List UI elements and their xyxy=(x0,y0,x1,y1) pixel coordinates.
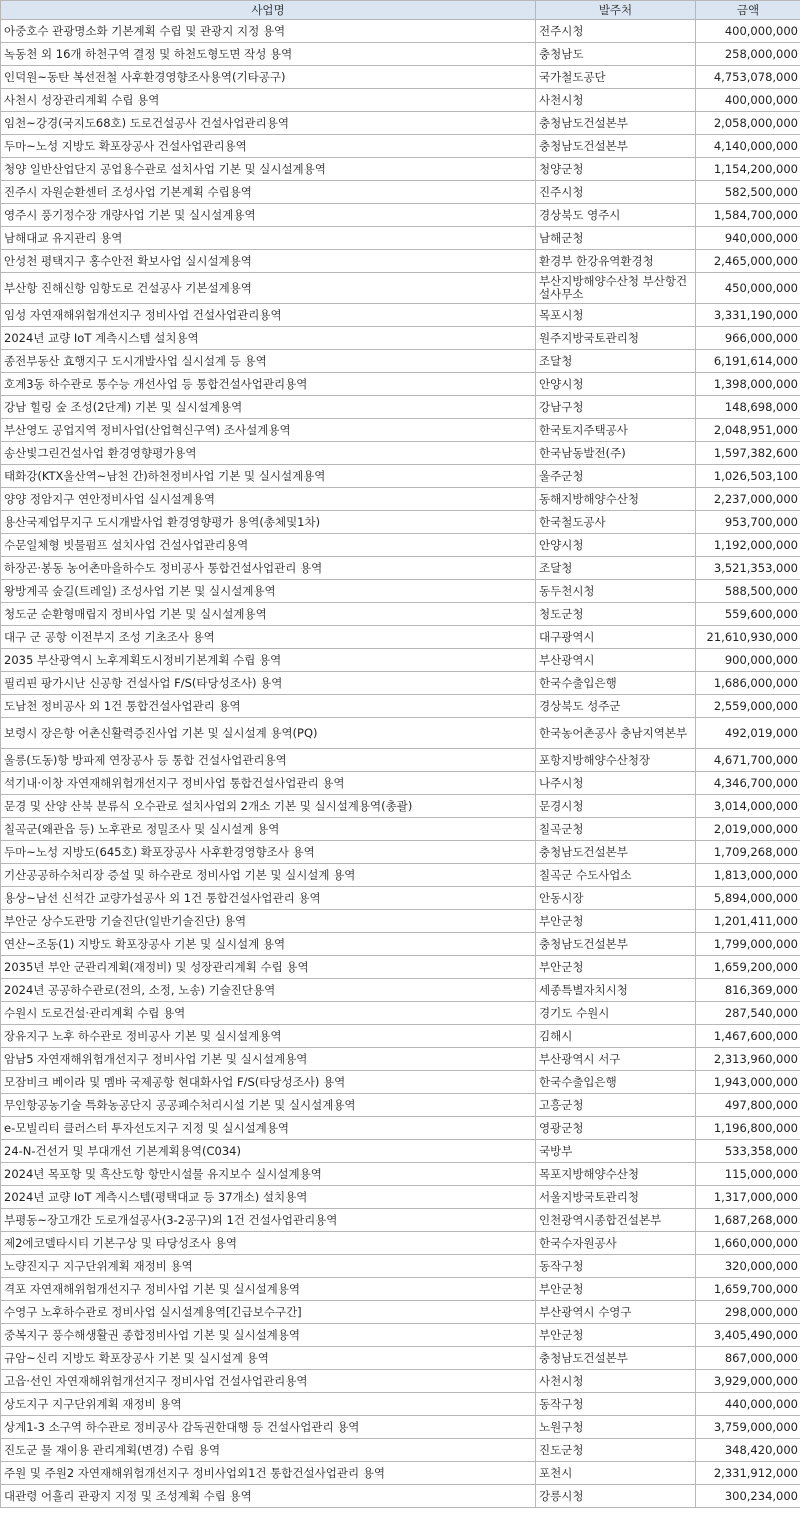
client-cell: 부안군청 xyxy=(536,910,696,933)
table-row xyxy=(1,1186,800,1209)
client-cell: 강남구청 xyxy=(536,396,696,419)
project-name-cell: 임천~강경(국지도68호) 도로건설공사 건설사업관리용역 xyxy=(1,112,536,135)
table-row xyxy=(1,135,800,158)
amount-cell: 1,813,000,000 xyxy=(696,864,800,887)
amount-cell: 1,943,000,000 xyxy=(696,1071,800,1094)
table-row xyxy=(1,442,800,465)
client-cell: 경상북도 영주시 xyxy=(536,204,696,227)
project-name-cell: 모잠비크 베이라 및 멤바 국제공항 현대화사업 F/S(타당성조사) 용역 xyxy=(1,1071,536,1094)
table-row xyxy=(1,1163,800,1186)
project-name-cell: 양양 정암지구 연안정비사업 실시설계용역 xyxy=(1,488,536,511)
table-row xyxy=(1,772,800,795)
column-header-client: 발주처 xyxy=(536,1,696,20)
client-cell: 부산광역시 수영구 xyxy=(536,1301,696,1324)
table-row xyxy=(1,1324,800,1347)
table-row xyxy=(1,1140,800,1163)
client-cell: 한국토지주택공사 xyxy=(536,419,696,442)
table-row xyxy=(1,1209,800,1232)
client-cell: 진도군청 xyxy=(536,1439,696,1462)
table-row xyxy=(1,864,800,887)
client-cell: 안양시청 xyxy=(536,373,696,396)
amount-cell: 5,894,000,000 xyxy=(696,887,800,910)
table-row xyxy=(1,718,800,749)
client-cell: 남해군청 xyxy=(536,227,696,250)
project-name-cell: 호계3동 하수관로 통수능 개선사업 등 통합건설사업관리용역 xyxy=(1,373,536,396)
client-cell: 나주시청 xyxy=(536,772,696,795)
table-row xyxy=(1,112,800,135)
project-name-cell: 석기내·이창 자연재해위험개선지구 정비사업 통합건설사업관리 용역 xyxy=(1,772,536,795)
client-cell: 충청남도건설본부 xyxy=(536,841,696,864)
project-name-cell: 24-N-건선거 및 부대개선 기본계획용역(C034) xyxy=(1,1140,536,1163)
amount-cell: 4,346,700,000 xyxy=(696,772,800,795)
project-name-cell: 2035년 부안 군관리계획(재정비) 및 성장관리계획 수립 용역 xyxy=(1,956,536,979)
table-row xyxy=(1,227,800,250)
amount-cell: 588,500,000 xyxy=(696,580,800,603)
table-row xyxy=(1,43,800,66)
project-name-cell: 2035 부산광역시 노후계획도시정비기본계획 수립 용역 xyxy=(1,649,536,672)
table-row xyxy=(1,534,800,557)
amount-cell: 298,000,000 xyxy=(696,1301,800,1324)
table-row xyxy=(1,1094,800,1117)
project-name-cell: 아중호수 관광명소화 기본계획 수립 및 관광지 지정 용역 xyxy=(1,20,536,43)
project-name-cell: 종전부동산 효행지구 도시개발사업 실시설계 등 용역 xyxy=(1,350,536,373)
table-row xyxy=(1,66,800,89)
table-row xyxy=(1,672,800,695)
amount-cell: 348,420,000 xyxy=(696,1439,800,1462)
table-row xyxy=(1,181,800,204)
project-name-cell: e-모빌리티 클러스터 투자선도지구 지정 및 실시설계용역 xyxy=(1,1117,536,1140)
client-cell: 국방부 xyxy=(536,1140,696,1163)
project-name-cell: 녹동천 외 16개 하천구역 결정 및 하천도형도면 작성 용역 xyxy=(1,43,536,66)
client-cell: 동작구청 xyxy=(536,1255,696,1278)
amount-cell: 1,026,503,100 xyxy=(696,465,800,488)
project-name-cell: 2024년 목포항 및 흑산도항 항만시설물 유지보수 실시설계용역 xyxy=(1,1163,536,1186)
table-row xyxy=(1,1416,800,1439)
table-row xyxy=(1,1232,800,1255)
project-name-cell: 하장곤·봉동 농어촌마을하수도 정비공사 통합건설사업관리 용역 xyxy=(1,557,536,580)
client-cell: 부안군청 xyxy=(536,1278,696,1301)
table-row xyxy=(1,1278,800,1301)
client-cell: 충청남도건설본부 xyxy=(536,1347,696,1370)
table-row xyxy=(1,1485,800,1508)
amount-cell: 582,500,000 xyxy=(696,181,800,204)
client-cell: 조달청 xyxy=(536,557,696,580)
client-cell: 환경부 한강유역환경청 xyxy=(536,250,696,273)
amount-cell: 2,058,000,000 xyxy=(696,112,800,135)
project-name-cell: 진도군 물 재이용 관리계획(변경) 수립 용역 xyxy=(1,1439,536,1462)
client-cell: 충청남도건설본부 xyxy=(536,112,696,135)
amount-cell: 1,467,600,000 xyxy=(696,1025,800,1048)
project-name-cell: 칠곡군(왜관읍 등) 노후관로 정밀조사 및 실시설계 용역 xyxy=(1,818,536,841)
project-name-cell: 부산항 진해신항 임항도로 건설공사 기본설계용역 xyxy=(1,273,536,304)
project-name-cell: 2024년 공공하수관로(전의, 소정, 노송) 기술진단용역 xyxy=(1,979,536,1002)
project-name-cell: 송산빛그린건설사업 환경영향평가용역 xyxy=(1,442,536,465)
amount-cell: 497,800,000 xyxy=(696,1094,800,1117)
project-name-cell: 용산국제업무지구 도시개발사업 환경영향평가 용역(총체및1차) xyxy=(1,511,536,534)
project-name-cell: 기산공공하수처리장 증설 및 하수관로 정비사업 기본 및 실시설계 용역 xyxy=(1,864,536,887)
amount-cell: 4,140,000,000 xyxy=(696,135,800,158)
amount-cell: 867,000,000 xyxy=(696,1347,800,1370)
table-row xyxy=(1,695,800,718)
client-cell: 진주시청 xyxy=(536,181,696,204)
project-name-cell: 왕방계곡 숲길(트레일) 조성사업 기본 및 실시설계용역 xyxy=(1,580,536,603)
amount-cell: 2,019,000,000 xyxy=(696,818,800,841)
project-name-cell: 수원시 도로건설·관리계획 수립 용역 xyxy=(1,1002,536,1025)
amount-cell: 1,317,000,000 xyxy=(696,1186,800,1209)
table-row xyxy=(1,419,800,442)
amount-cell: 400,000,000 xyxy=(696,20,800,43)
project-name-cell: 필리핀 팡가시난 신공항 건설사업 F/S(타당성조사) 용역 xyxy=(1,672,536,695)
table-row xyxy=(1,204,800,227)
amount-cell: 940,000,000 xyxy=(696,227,800,250)
project-name-cell: 대관령 어흘리 관광지 지정 및 조성계획 수립 용역 xyxy=(1,1485,536,1508)
amount-cell: 148,698,000 xyxy=(696,396,800,419)
project-name-cell: 암남5 자연재해위험개선지구 정비사업 기본 및 실시설계용역 xyxy=(1,1048,536,1071)
table-row xyxy=(1,304,800,327)
client-cell: 한국남동발전(주) xyxy=(536,442,696,465)
table-row xyxy=(1,603,800,626)
table-row xyxy=(1,20,800,43)
amount-cell: 1,659,200,000 xyxy=(696,956,800,979)
client-cell: 칠곡군청 xyxy=(536,818,696,841)
client-cell: 경상북도 성주군 xyxy=(536,695,696,718)
project-name-cell: 울릉(도동)항 방파제 연장공사 등 통합 건설사업관리용역 xyxy=(1,749,536,772)
amount-cell: 3,014,000,000 xyxy=(696,795,800,818)
amount-cell: 2,559,000,000 xyxy=(696,695,800,718)
amount-cell: 559,600,000 xyxy=(696,603,800,626)
table-row xyxy=(1,1071,800,1094)
table-row xyxy=(1,1393,800,1416)
client-cell: 사천시청 xyxy=(536,1370,696,1393)
amount-cell: 6,191,614,000 xyxy=(696,350,800,373)
table-row xyxy=(1,557,800,580)
amount-cell: 300,234,000 xyxy=(696,1485,800,1508)
table-row xyxy=(1,273,800,304)
amount-cell: 953,700,000 xyxy=(696,511,800,534)
client-cell: 원주지방국토관리청 xyxy=(536,327,696,350)
project-name-cell: 도남천 정비공사 외 1건 통합건설사업관리 용역 xyxy=(1,695,536,718)
client-cell: 한국수자원공사 xyxy=(536,1232,696,1255)
client-cell: 영광군청 xyxy=(536,1117,696,1140)
project-name-cell: 태화강(KTX울산역~남천 간)하천정비사업 기본 및 실시설계용역 xyxy=(1,465,536,488)
table-row xyxy=(1,626,800,649)
client-cell: 국가철도공단 xyxy=(536,66,696,89)
client-cell: 노원구청 xyxy=(536,1416,696,1439)
table-row xyxy=(1,89,800,112)
table-row xyxy=(1,1048,800,1071)
table-row xyxy=(1,396,800,419)
client-cell: 충청남도건설본부 xyxy=(536,933,696,956)
column-header-amount: 금액 xyxy=(696,1,800,20)
amount-cell: 440,000,000 xyxy=(696,1393,800,1416)
client-cell: 한국농어촌공사 충남지역본부 xyxy=(536,718,696,749)
amount-cell: 3,405,490,000 xyxy=(696,1324,800,1347)
table-row xyxy=(1,1117,800,1140)
amount-cell: 3,759,000,000 xyxy=(696,1416,800,1439)
project-name-cell: 남해대교 유지관리 용역 xyxy=(1,227,536,250)
project-name-cell: 노량진지구 지구단위계획 재정비 용역 xyxy=(1,1255,536,1278)
table-row xyxy=(1,373,800,396)
table-row xyxy=(1,250,800,273)
amount-cell: 1,196,800,000 xyxy=(696,1117,800,1140)
table-row xyxy=(1,158,800,181)
client-cell: 안동시장 xyxy=(536,887,696,910)
client-cell: 부안군청 xyxy=(536,1324,696,1347)
client-cell: 서울지방국토관리청 xyxy=(536,1186,696,1209)
project-name-cell: 연산~조동(1) 지방도 확포장공사 기본 및 실시설계 용역 xyxy=(1,933,536,956)
amount-cell: 1,597,382,600 xyxy=(696,442,800,465)
client-cell: 동해지방해양수산청 xyxy=(536,488,696,511)
table-row xyxy=(1,511,800,534)
client-cell: 문경시청 xyxy=(536,795,696,818)
client-cell: 고흥군청 xyxy=(536,1094,696,1117)
amount-cell: 115,000,000 xyxy=(696,1163,800,1186)
project-name-cell: 2024년 교량 IoT 계측시스템 설치용역 xyxy=(1,327,536,350)
project-name-cell: 보령시 장은항 어촌신활력증진사업 기본 및 실시설계 용역(PQ) xyxy=(1,718,536,749)
client-cell: 조달청 xyxy=(536,350,696,373)
amount-cell: 533,358,000 xyxy=(696,1140,800,1163)
client-cell: 포항지방해양수산청장 xyxy=(536,749,696,772)
amount-cell: 4,753,078,000 xyxy=(696,66,800,89)
project-name-cell: 두마~노성 지방도(645호) 확포장공사 사후환경영향조사 용역 xyxy=(1,841,536,864)
amount-cell: 3,331,190,000 xyxy=(696,304,800,327)
amount-cell: 3,521,353,000 xyxy=(696,557,800,580)
project-name-cell: 수영구 노후하수관로 정비사업 실시설계용역[긴급보수구간] xyxy=(1,1301,536,1324)
client-cell: 충청남도 xyxy=(536,43,696,66)
project-name-cell: 규암~신리 지방도 확포장공사 기본 및 실시설계 용역 xyxy=(1,1347,536,1370)
table-row xyxy=(1,887,800,910)
project-name-cell: 용상~남선 신석간 교량가설공사 외 1건 통합건설사업관리 용역 xyxy=(1,887,536,910)
client-cell: 사천시청 xyxy=(536,89,696,112)
client-cell: 대구광역시 xyxy=(536,626,696,649)
client-cell: 인천광역시종합건설본부 xyxy=(536,1209,696,1232)
amount-cell: 2,465,000,000 xyxy=(696,250,800,273)
client-cell: 포천시 xyxy=(536,1462,696,1485)
project-name-cell: 장유지구 노후 하수관로 정비공사 기본 및 실시설계용역 xyxy=(1,1025,536,1048)
project-name-cell: 주원 및 주원2 자연재해위험개선지구 정비사업외1건 통합건설사업관리 용역 xyxy=(1,1462,536,1485)
client-cell: 한국수출입은행 xyxy=(536,672,696,695)
client-cell: 경기도 수원시 xyxy=(536,1002,696,1025)
client-cell: 부산광역시 xyxy=(536,649,696,672)
amount-cell: 2,331,912,000 xyxy=(696,1462,800,1485)
client-cell: 부안군청 xyxy=(536,956,696,979)
client-cell: 충청남도건설본부 xyxy=(536,135,696,158)
project-name-cell: 대구 군 공항 이전부지 조성 기초조사 용역 xyxy=(1,626,536,649)
project-name-cell: 인덕원~동탄 복선전철 사후환경영향조사용역(기타공구) xyxy=(1,66,536,89)
client-cell: 김해시 xyxy=(536,1025,696,1048)
amount-cell: 450,000,000 xyxy=(696,273,800,304)
amount-cell: 1,659,700,000 xyxy=(696,1278,800,1301)
project-name-cell: 청양 일반산업단지 공업용수관로 설치사업 기본 및 실시설계용역 xyxy=(1,158,536,181)
client-cell: 동두천시청 xyxy=(536,580,696,603)
table-row xyxy=(1,1301,800,1324)
table-body xyxy=(1,20,800,1508)
client-cell: 목포시청 xyxy=(536,304,696,327)
project-name-cell: 임성 자연재해위험개선지구 정비사업 건설사업관리용역 xyxy=(1,304,536,327)
table-row xyxy=(1,488,800,511)
client-cell: 강릉시청 xyxy=(536,1485,696,1508)
amount-cell: 1,584,700,000 xyxy=(696,204,800,227)
table-row xyxy=(1,933,800,956)
amount-cell: 1,192,000,000 xyxy=(696,534,800,557)
table-row xyxy=(1,1439,800,1462)
header-row xyxy=(1,1,800,20)
table-row xyxy=(1,649,800,672)
table-row xyxy=(1,465,800,488)
amount-cell: 287,540,000 xyxy=(696,1002,800,1025)
client-cell: 한국철도공사 xyxy=(536,511,696,534)
project-name-cell: 진주시 자원순환센터 조성사업 기본계획 수립용역 xyxy=(1,181,536,204)
client-cell: 울주군청 xyxy=(536,465,696,488)
amount-cell: 2,313,960,000 xyxy=(696,1048,800,1071)
table-row xyxy=(1,1347,800,1370)
amount-cell: 3,929,000,000 xyxy=(696,1370,800,1393)
table-row xyxy=(1,841,800,864)
amount-cell: 4,671,700,000 xyxy=(696,749,800,772)
table-row xyxy=(1,910,800,933)
client-cell: 부산지방해양수산청 부산항건설사무소 xyxy=(536,273,696,304)
project-name-cell: 안성천 평택지구 홍수안전 확보사업 실시설계용역 xyxy=(1,250,536,273)
client-cell: 전주시청 xyxy=(536,20,696,43)
project-name-cell: 사천시 성장관리계획 수립 용역 xyxy=(1,89,536,112)
project-name-cell: 격포 자연재해위험개선지구 정비사업 기본 및 실시설계용역 xyxy=(1,1278,536,1301)
table-row xyxy=(1,1255,800,1278)
client-cell: 세종특별자치시청 xyxy=(536,979,696,1002)
project-name-cell: 부산영도 공업지역 정비사업(산업혁신구역) 조사설계용역 xyxy=(1,419,536,442)
amount-cell: 21,610,930,000 xyxy=(696,626,800,649)
project-name-cell: 상계1-3 소구역 하수관로 정비공사 감독권한대행 등 건설사업관리 용역 xyxy=(1,1416,536,1439)
project-name-cell: 제2에코델타시티 기본구상 및 타당성조사 용역 xyxy=(1,1232,536,1255)
project-name-cell: 부평동~장고개간 도로개설공사(3-2공구)외 1건 건설사업관리용역 xyxy=(1,1209,536,1232)
client-cell: 청양군청 xyxy=(536,158,696,181)
amount-cell: 2,237,000,000 xyxy=(696,488,800,511)
amount-cell: 1,660,000,000 xyxy=(696,1232,800,1255)
table-row xyxy=(1,979,800,1002)
project-name-cell: 부안군 상수도관망 기술진단(일반기술진단) 용역 xyxy=(1,910,536,933)
project-name-cell: 두마~노성 지방도 확포장공사 건설사업관리용역 xyxy=(1,135,536,158)
project-name-cell: 영주시 풍기정수장 개량사업 기본 및 실시설계용역 xyxy=(1,204,536,227)
amount-cell: 1,686,000,000 xyxy=(696,672,800,695)
table-row xyxy=(1,956,800,979)
table-row xyxy=(1,818,800,841)
amount-cell: 2,048,951,000 xyxy=(696,419,800,442)
table-row xyxy=(1,350,800,373)
project-name-cell: 고읍·선인 자연재해위험개선지구 정비사업 건설사업관리용역 xyxy=(1,1370,536,1393)
amount-cell: 258,000,000 xyxy=(696,43,800,66)
client-cell: 한국수출입은행 xyxy=(536,1071,696,1094)
amount-cell: 816,369,000 xyxy=(696,979,800,1002)
client-cell: 청도군청 xyxy=(536,603,696,626)
table-row xyxy=(1,795,800,818)
project-name-cell: 중복지구 풍수해생활권 종합정비사업 기본 및 실시설계용역 xyxy=(1,1324,536,1347)
amount-cell: 1,709,268,000 xyxy=(696,841,800,864)
project-name-cell: 청도군 순환형매립지 정비사업 기본 및 실시설계용역 xyxy=(1,603,536,626)
table-row xyxy=(1,1370,800,1393)
amount-cell: 1,799,000,000 xyxy=(696,933,800,956)
table-row xyxy=(1,1025,800,1048)
table-row xyxy=(1,749,800,772)
project-name-cell: 무인항공농기술 특화농공단지 공공폐수처리시설 기본 및 실시설계용역 xyxy=(1,1094,536,1117)
amount-cell: 320,000,000 xyxy=(696,1255,800,1278)
table-row xyxy=(1,327,800,350)
amount-cell: 1,687,268,000 xyxy=(696,1209,800,1232)
client-cell: 칠곡군 수도사업소 xyxy=(536,864,696,887)
project-name-cell: 수문일체형 빗물펌프 설치사업 건설사업관리용역 xyxy=(1,534,536,557)
client-cell: 동작구청 xyxy=(536,1393,696,1416)
client-cell: 안양시청 xyxy=(536,534,696,557)
amount-cell: 966,000,000 xyxy=(696,327,800,350)
table-row xyxy=(1,1462,800,1485)
table-row xyxy=(1,580,800,603)
column-header-project-name: 사업명 xyxy=(1,1,536,20)
amount-cell: 1,398,000,000 xyxy=(696,373,800,396)
amount-cell: 1,154,200,000 xyxy=(696,158,800,181)
amount-cell: 400,000,000 xyxy=(696,89,800,112)
project-name-cell: 2024년 교량 IoT 계측시스템(평택대교 등 37개소) 설치용역 xyxy=(1,1186,536,1209)
amount-cell: 900,000,000 xyxy=(696,649,800,672)
project-name-cell: 강남 힐링 숲 조성(2단계) 기본 및 실시설계용역 xyxy=(1,396,536,419)
client-cell: 목포지방해양수산청 xyxy=(536,1163,696,1186)
amount-cell: 492,019,000 xyxy=(696,718,800,749)
amount-cell: 1,201,411,000 xyxy=(696,910,800,933)
project-name-cell: 상도지구 지구단위계획 재정비 용역 xyxy=(1,1393,536,1416)
client-cell: 부산광역시 서구 xyxy=(536,1048,696,1071)
project-name-cell: 문경 및 산양 산북 분류식 오수관로 설치사업외 2개소 기본 및 실시설계용역(총괄) xyxy=(1,795,536,818)
table-row xyxy=(1,1002,800,1025)
